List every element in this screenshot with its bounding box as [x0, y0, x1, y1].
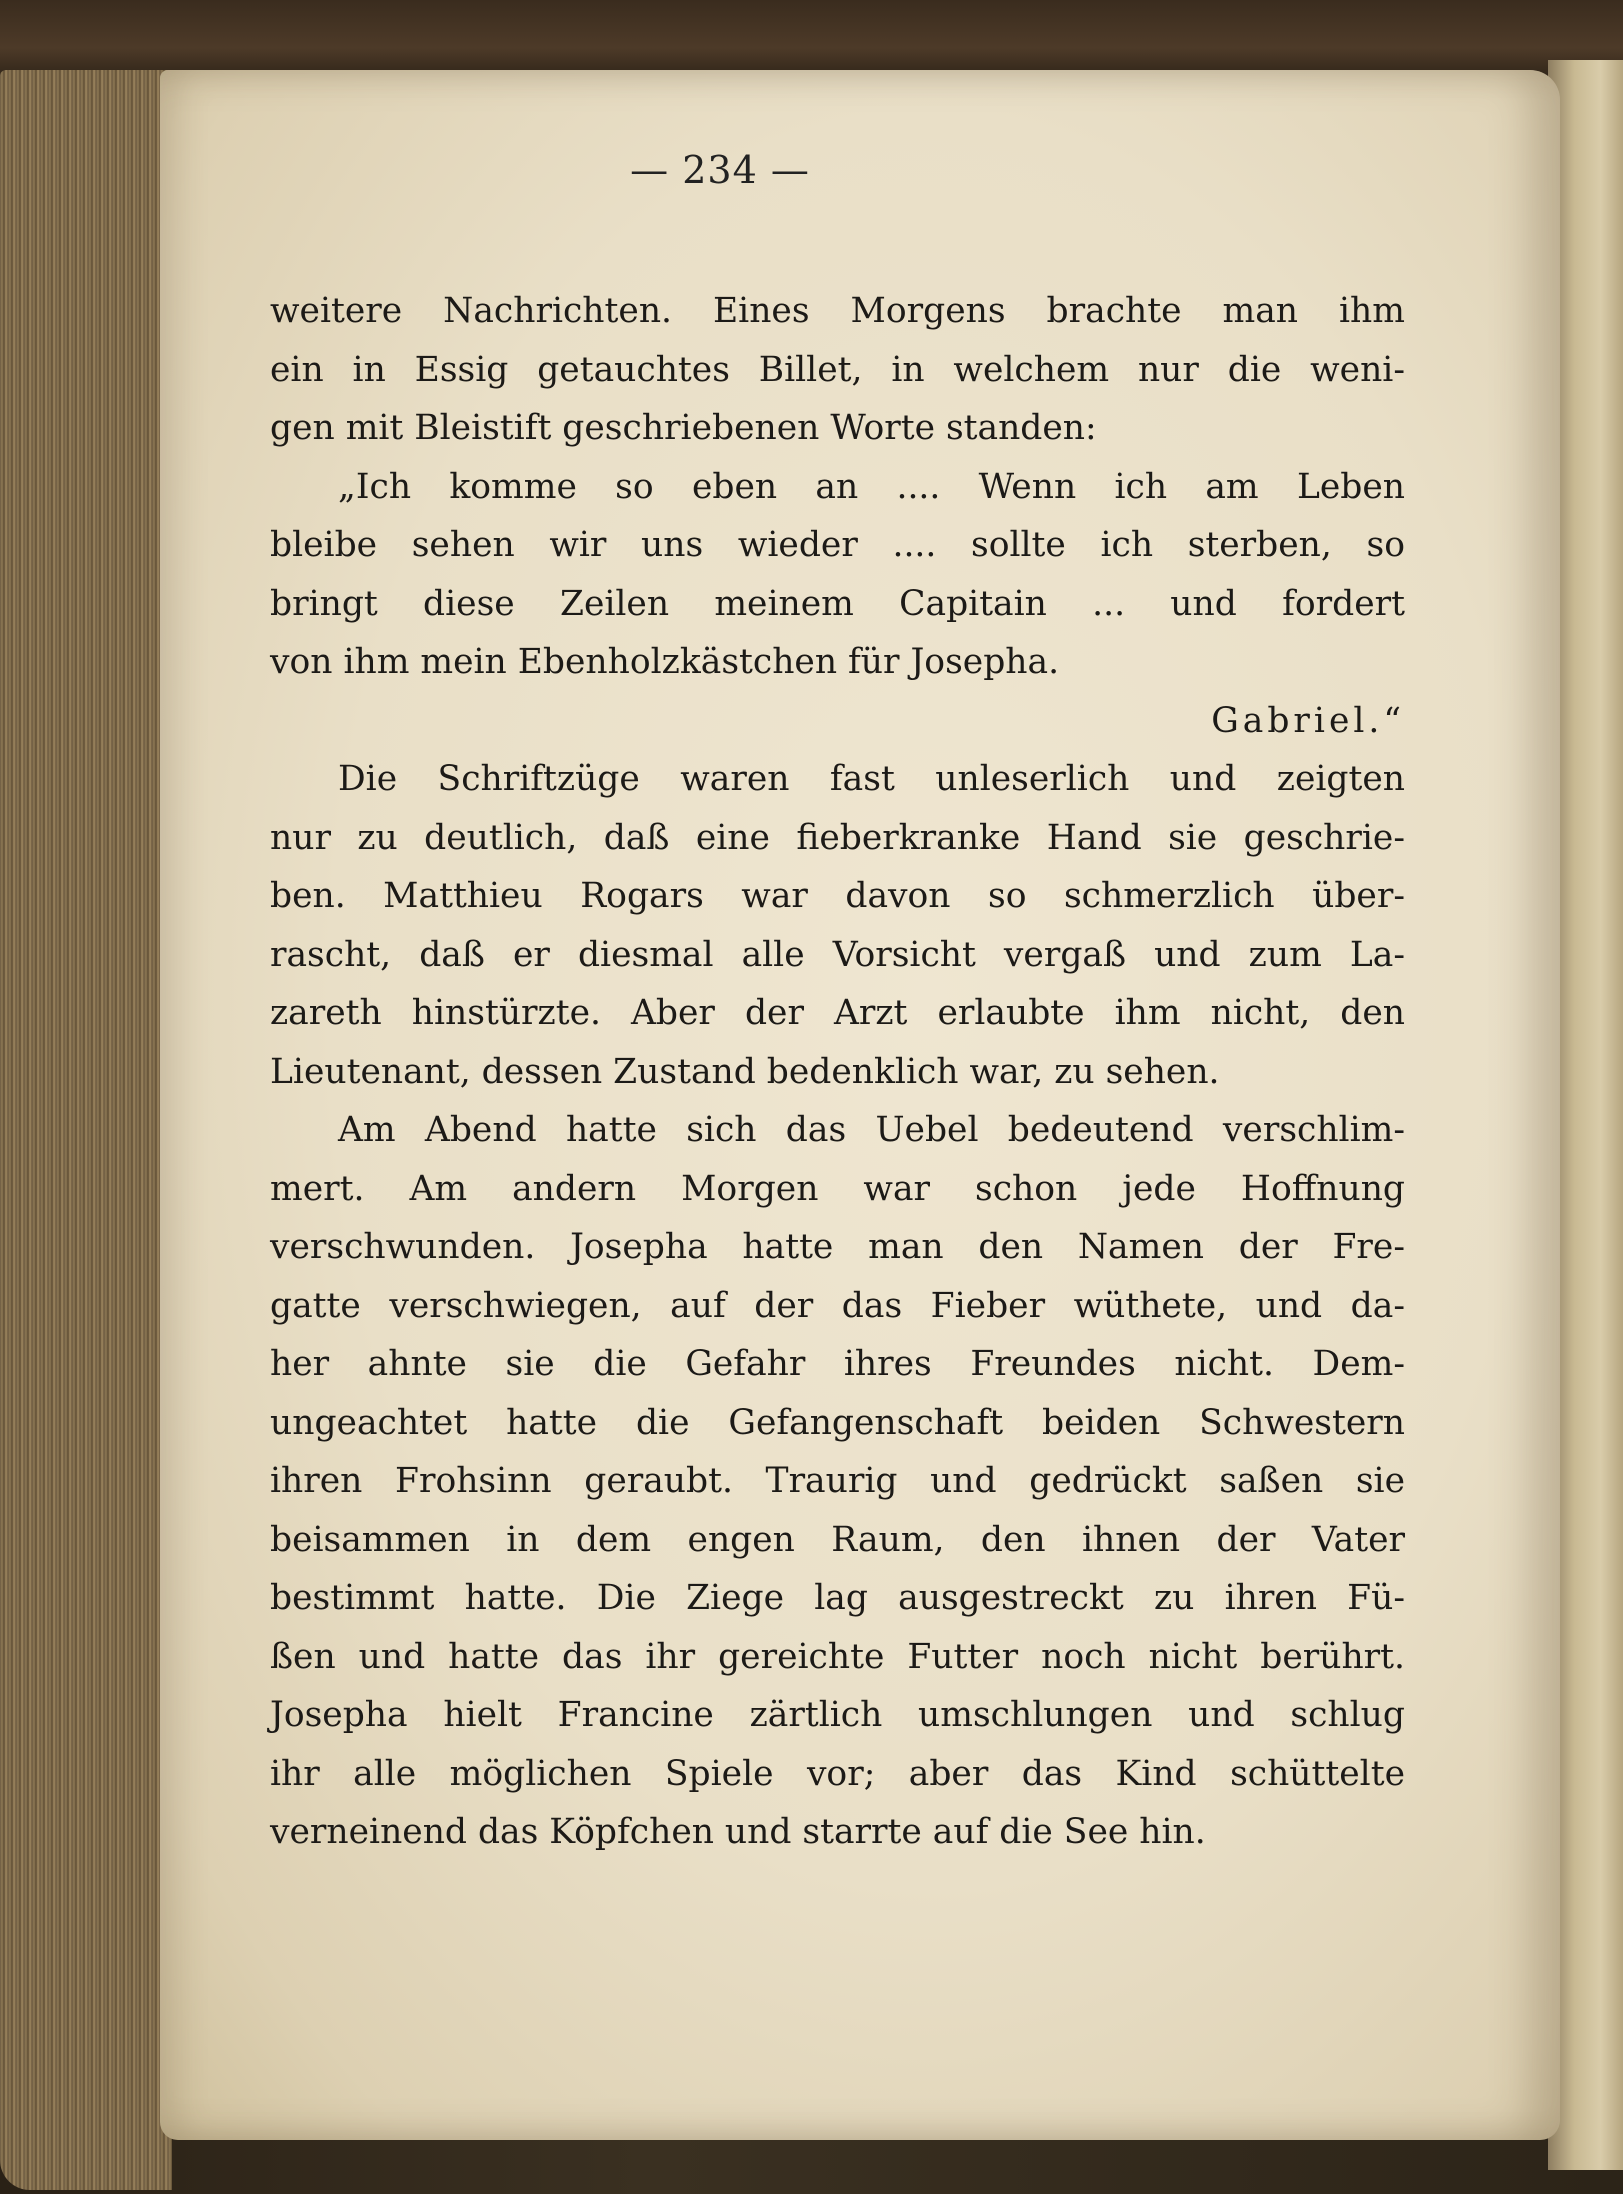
text-line: „Ich komme so eben an .... Wenn ich am Leben: [338, 466, 1405, 507]
text-line: Josepha hielt Francine zärtlich umschlungen und schlug: [270, 1695, 1405, 1735]
text-line: von ihm mein Ebenholzkästchen für Josepha.: [270, 642, 1060, 682]
text-line: ungeachtet hatte die Gefangenschaft beiden Schwestern: [270, 1402, 1405, 1443]
page-number: — 234 —: [630, 148, 810, 192]
text-line: ihr alle möglichen Spiele vor; aber das Kind schüttelte: [270, 1753, 1405, 1794]
text-line: bleibe sehen wir uns wieder .... sollte ich sterben, so: [270, 525, 1405, 565]
text-line: gen mit Bleistift geschriebenen Worte standen:: [270, 408, 1097, 448]
signature-line: Gabriel.“: [1211, 700, 1405, 741]
text-line: ßen und hatte das ihr gereichte Futter noch nicht berührt.: [270, 1636, 1405, 1677]
text-line: mert. Am andern Morgen war schon jede Hoffnung: [270, 1168, 1405, 1209]
text-line: zareth hinstürzte. Aber der Arzt erlaubte ihm nicht, den: [270, 993, 1405, 1033]
text-line: Lieutenant, dessen Zustand bedenklich war, zu sehen.: [270, 1051, 1220, 1092]
text-line: bestimmt hatte. Die Ziege lag ausgestreckt zu ihren Fü-: [270, 1578, 1405, 1618]
text-line: Am Abend hatte sich das Uebel bedeutend verschlim-: [338, 1110, 1405, 1150]
body-text: [270, 282, 1405, 1862]
text-line: ein in Essig getauchtes Billet, in welchem nur die weni-: [270, 349, 1405, 390]
text-line: weitere Nachrichten. Eines Morgens brachte man ihm: [270, 291, 1405, 331]
book-cover-top: [0, 0, 1623, 80]
text-line: verneinend das Köpfchen und starrte auf die See hin.: [270, 1812, 1206, 1852]
text-line: ihren Frohsinn geraubt. Traurig und gedrückt saßen sie: [270, 1461, 1405, 1501]
text-line: Die Schriftzüge waren fast unleserlich und zeigten: [338, 759, 1405, 799]
text-line: rascht, daß er diesmal alle Vorsicht vergaß und zum La-: [270, 934, 1405, 975]
text-line: nur zu deutlich, daß eine fieberkranke Hand sie geschrie-: [270, 817, 1405, 858]
text-line: beisammen in dem engen Raum, den ihnen der Vater: [270, 1519, 1405, 1560]
text-line: her ahnte sie die Gefahr ihres Freundes nicht. Dem-: [270, 1344, 1405, 1384]
page-edges: [0, 70, 172, 2190]
text-line: ben. Matthieu Rogars war davon so schmerzlich über-: [270, 876, 1405, 916]
text-line: verschwunden. Josepha hatte man den Namen der Fre-: [270, 1227, 1405, 1267]
text-line: bringt diese Zeilen meinem Capitain ... und fordert: [270, 583, 1405, 624]
text-line: gatte verschwiegen, auf der das Fieber wüthete, und da-: [270, 1285, 1405, 1326]
